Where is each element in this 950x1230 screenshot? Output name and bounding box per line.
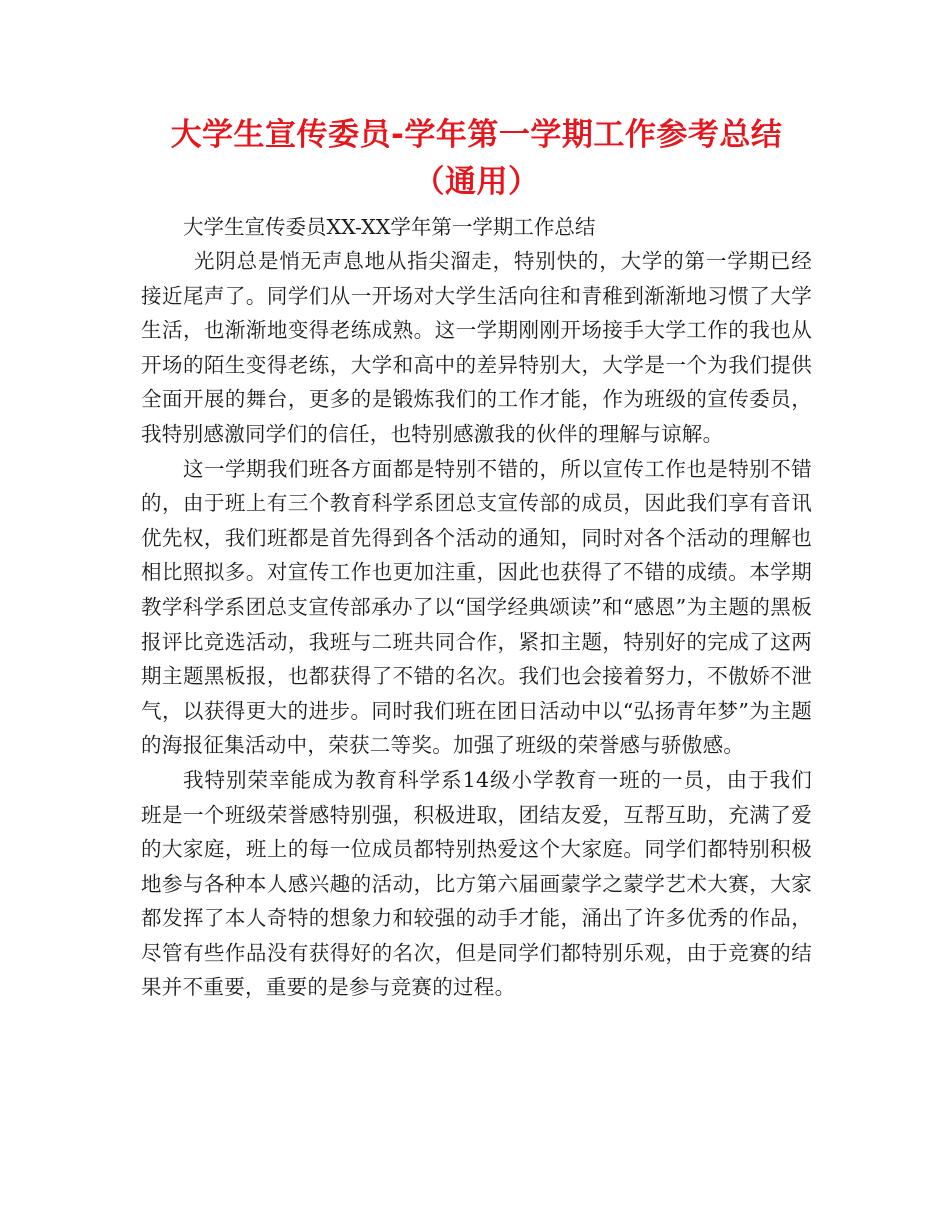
document-subtitle: 大学生宣传委员XX-XX学年第一学期工作总结 [183,215,596,239]
body-paragraph: 这一学期我们班各方面都是特别不错的，所以宣传工作也是特别不错的，由于班上有三个教育科学系团总支宣传部的成员，因此我们享有音讯优先权，我们班都是首先得到各个活动的通知，同时对各个活动的理解也相比照拟多。对宣传工作也更加注重，因此也获得了不错的成绩。本学期教学科学系团总支宣传部承办了以“国学经典颂读”和“感恩”为主题的黑板报评比竞选活动，我班与二班共同合作，紧扣主题，特别好的完成了这两期主题黑板报，也都获得了不错的名次。我们也会接着努力，不傲娇不泄气，以获得更大的进步。同时我们班在团日活动中以“弘扬青年梦”为主题的海报征集活动中，荣获二等奖。加强了班级的荣誉感与骄傲感。 [141,456,812,758]
document-title: 大学生宣传委员-学年第一学期工作参考总结（通用） [170,117,783,200]
body-paragraph: 我特别荣幸能成为教育科学系14级小学教育一班的一员，由于我们班是一个班级荣誉感特别强，积极进取，团结友爱，互帮互助，充满了爱的大家庭，班上的每一位成员都特别热爱这个大家庭。同学们都特别积极地参与各种本人感兴趣的活动，比方第六届画蒙学之蒙学艺术大赛，大家都发挥了本人奇特的想象力和较强的动手才能，涌出了许多优秀的作品，尽管有些作品没有获得好的名次，但是同学们都特别乐观，由于竞赛的结果并不重要，重要的是参与竞赛的过程。 [141,767,812,1000]
body-paragraph: 光阴总是悄无声息地从指尖溜走，特别快的，大学的第一学期已经接近尾声了。同学们从一开场对大学生活向往和青稚到渐渐地习惯了大学生活，也渐渐地变得老练成熟。这一学期刚刚开场接手大学工作的我也从开场的陌生变得老练，大学和高中的差异特别大，大学是一个为我们提供全面开展的舞台，更多的是锻炼我们的工作才能，作为班级的宣传委员，我特别感激同学们的信任，也特别感激我的伙伴的理解与谅解。 [141,249,812,446]
